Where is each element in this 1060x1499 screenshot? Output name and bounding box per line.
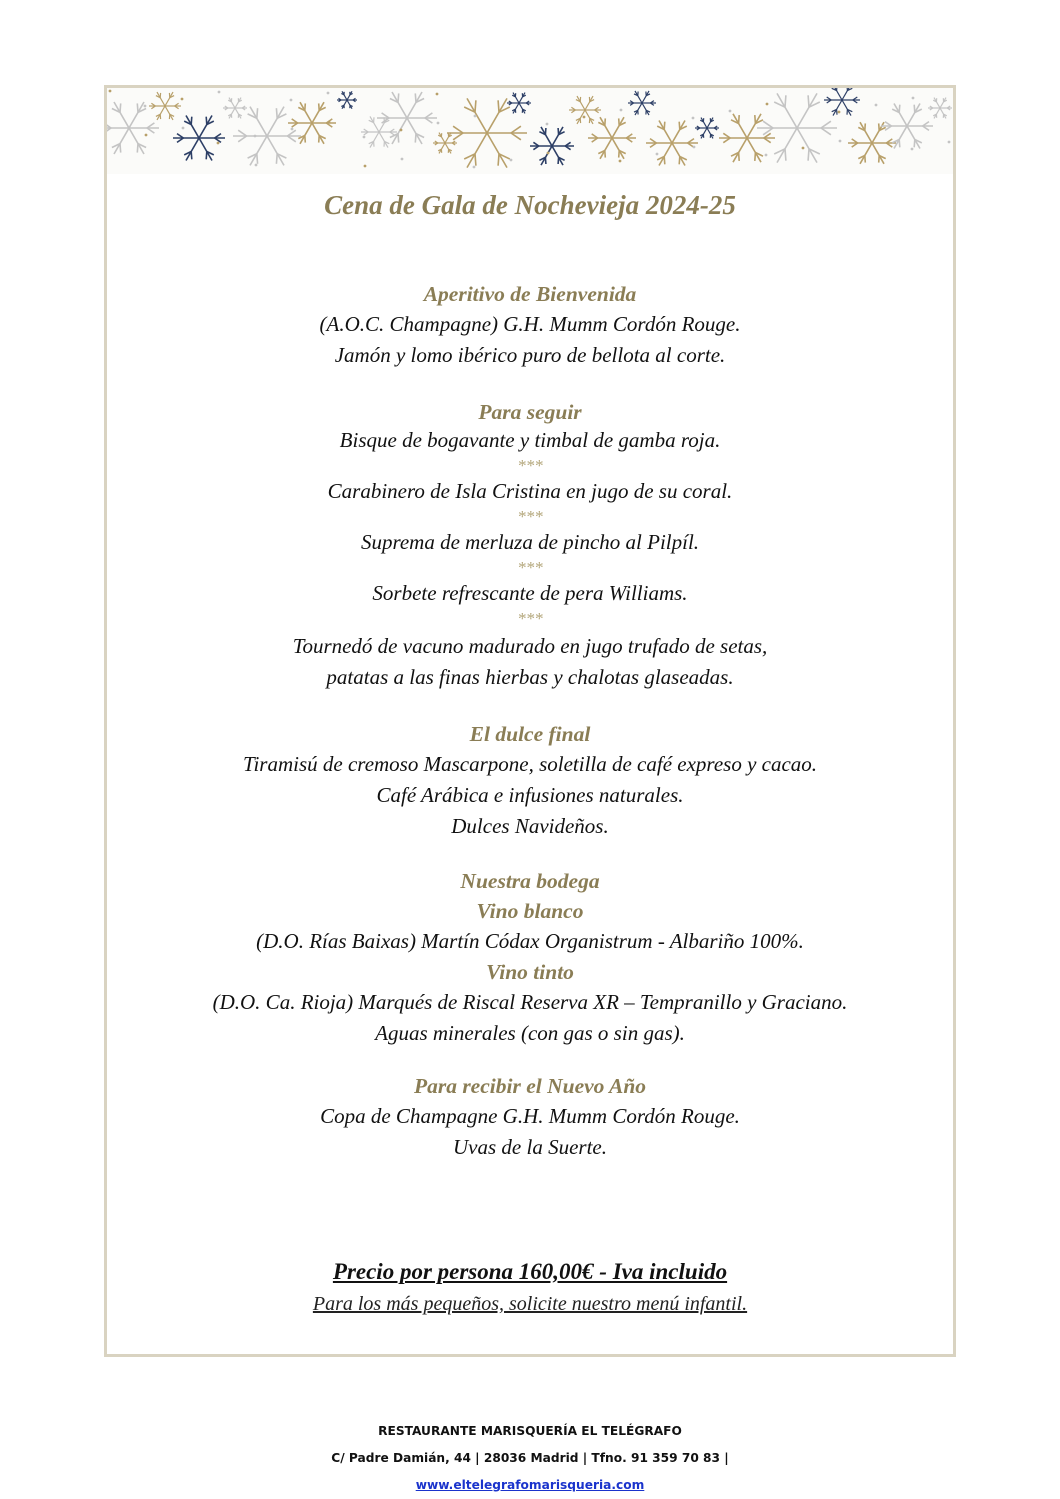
snowflake-pattern — [107, 88, 953, 174]
sparkle-dot — [765, 154, 768, 157]
kids-menu-note: Para los más pequeños, solicite nuestro menú infantil. — [107, 1289, 953, 1319]
sparkle-dot — [290, 99, 293, 102]
snowflake-icon — [928, 98, 952, 119]
price-block — [107, 1255, 953, 1319]
wine-white-heading: Vino blanco — [107, 896, 953, 926]
sparkle-dot — [328, 121, 331, 124]
sparkle-dot — [364, 165, 367, 168]
sparkle-dot — [583, 116, 586, 119]
sparkle-dot — [729, 110, 732, 113]
snowflake-icon — [173, 116, 225, 161]
section-heading: Para seguir — [107, 397, 953, 427]
sparkle-dot — [109, 90, 112, 93]
snowflake-icon — [361, 116, 397, 147]
section-dulce — [107, 719, 953, 842]
sparkle-dot — [619, 160, 622, 163]
sparkle-dot — [145, 134, 148, 137]
snowflake-icon — [628, 91, 656, 115]
sparkle-dot — [291, 128, 294, 131]
sparkle-dot — [327, 92, 330, 95]
wine-red: (D.O. Ca. Rioja) Marqués de Riscal Reserva XR – Tempranillo y Graciano. — [107, 987, 953, 1018]
snowflake-icon — [530, 127, 574, 165]
sparkle-dot — [838, 111, 841, 114]
snowflake-icon — [507, 93, 531, 114]
sparkle-dot — [656, 153, 659, 156]
snowflake-icon — [233, 107, 301, 166]
sparkle-dot — [693, 146, 696, 149]
sparkle-dot — [182, 127, 185, 130]
snowflake-icon — [433, 133, 457, 154]
section-heading: Aperitivo de Bienvenida — [107, 279, 953, 309]
menu-item: Carabinero de Isla Cristina en jugo de su coral. — [107, 478, 953, 505]
water-item: Aguas minerales (con gas o sin gas). — [107, 1018, 953, 1049]
menu-title: Cena de Gala de Nochevieja 2024-25 — [107, 185, 953, 225]
section-heading: El dulce final — [107, 719, 953, 749]
section-aperitivo — [107, 279, 953, 371]
section-heading: Nuestra bodega — [107, 866, 953, 896]
sparkle-dot — [912, 97, 915, 100]
snowflake-icon — [223, 98, 247, 119]
menu-item: Tournedó de vacuno madurado en jugo trufado de setas, — [107, 631, 953, 662]
sparkle-dot — [474, 115, 477, 118]
wine-red-heading: Vino tinto — [107, 957, 953, 987]
sparkle-dot — [255, 164, 258, 167]
snowflake-icon — [646, 121, 698, 166]
sparkle-dot — [875, 104, 878, 107]
sparkle-dot — [254, 135, 257, 138]
website-link[interactable]: www.eltelegrafomarisqueria.com — [416, 1478, 645, 1492]
menu-item: Dulces Navideños. — [107, 811, 953, 842]
price-per-person: Precio por persona 160,00€ - Iva incluido — [107, 1255, 953, 1289]
separator: *** — [107, 505, 953, 529]
menu-item: Bisque de bogavante y timbal de gamba roja. — [107, 427, 953, 454]
sparkle-dot — [839, 140, 842, 143]
sparkle-dot — [144, 105, 147, 108]
snowflake-icon — [107, 102, 159, 154]
sparkle-dot — [510, 159, 513, 162]
sparkle-dot — [401, 158, 404, 161]
snowflake-banner — [107, 88, 953, 174]
restaurant-footer — [0, 1418, 1060, 1499]
sparkle-dot — [692, 117, 695, 120]
snowflake-icon — [337, 91, 357, 108]
menu-item: Suprema de merluza de pincho al Pilpíl. — [107, 529, 953, 556]
wine-white: (D.O. Rías Baixas) Martín Códax Organistrum - Albariño 100%. — [107, 926, 953, 957]
sparkle-dot — [911, 148, 914, 151]
snowflake-icon — [695, 118, 719, 139]
separator: *** — [107, 607, 953, 631]
section-nuevo-ano — [107, 1071, 953, 1163]
restaurant-name: RESTAURANTE MARISQUERÍA EL TELÉGRAFO — [0, 1418, 1060, 1445]
menu-item: patatas a las finas hierbas y chalotas glaseadas. — [107, 662, 953, 693]
sparkle-dot — [218, 91, 221, 94]
sparkle-dot — [217, 142, 220, 145]
section-seguir — [107, 397, 953, 693]
snowflake-icon — [824, 88, 860, 116]
snowflake-icon — [149, 92, 181, 120]
menu-item: Jamón y lomo ibérico puro de bellota al corte. — [107, 340, 953, 371]
section-bodega — [107, 866, 953, 1049]
snowflake-icon — [569, 96, 601, 124]
menu-item: Uvas de la Suerte. — [107, 1132, 953, 1163]
menu-item: (A.O.C. Champagne) G.H. Mumm Cordón Rouge. — [107, 309, 953, 340]
sparkle-dot — [547, 152, 550, 155]
sparkle-dot — [546, 123, 549, 126]
menu-item: Sorbete refrescante de pera Williams. — [107, 580, 953, 607]
menu-item: Copa de Champagne G.H. Mumm Cordón Rouge. — [107, 1101, 953, 1132]
section-heading: Para recibir el Nuevo Año — [107, 1071, 953, 1101]
sparkle-dot — [437, 122, 440, 125]
sparkle-dot — [181, 98, 184, 101]
sparkle-dot — [948, 141, 951, 144]
separator: *** — [107, 454, 953, 478]
menu-content — [107, 185, 953, 1163]
snowflake-icon — [757, 93, 837, 162]
sparkle-dot — [802, 147, 805, 150]
menu-item: Tiramisú de cremoso Mascarpone, soletilla de café expreso y cacao. — [107, 749, 953, 780]
sparkle-dot — [620, 109, 623, 112]
separator: *** — [107, 556, 953, 580]
sparkle-dot — [363, 136, 366, 139]
sparkle-dot — [473, 166, 476, 169]
snowflake-icon — [377, 92, 437, 144]
snowflake-icon — [588, 117, 636, 159]
sparkle-dot — [766, 103, 769, 106]
menu-item: Café Arábica e infusiones naturales. — [107, 780, 953, 811]
sparkle-dot — [400, 129, 403, 132]
sparkle-dot — [436, 93, 439, 96]
restaurant-address: C/ Padre Damián, 44 | 28036 Madrid | Tfno. 91 359 70 83 | — [0, 1445, 1060, 1472]
